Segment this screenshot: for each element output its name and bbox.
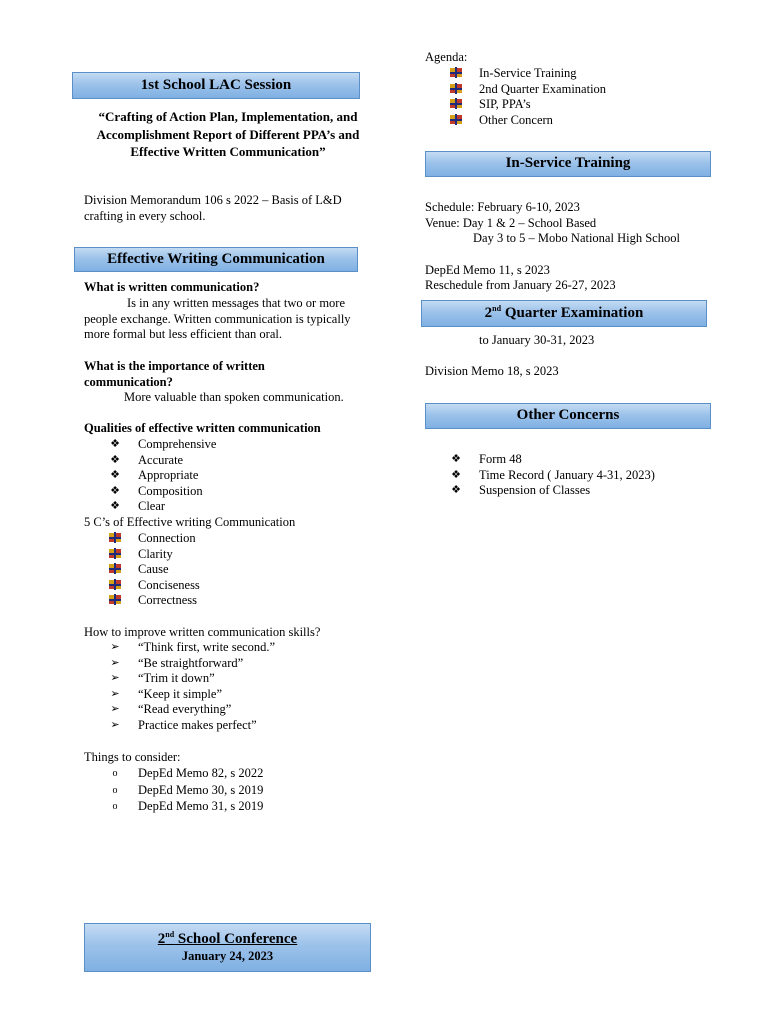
circle-bullet-icon: o xyxy=(112,784,118,796)
list-item: ➢ “Think first, write second.” xyxy=(108,640,328,656)
list-item: In-Service Training xyxy=(449,66,669,82)
concerns-list xyxy=(449,452,709,499)
exam-memo-text: Division Memo 18, s 2023 xyxy=(425,364,559,378)
qualities-heading: Qualities of effective written communication xyxy=(84,421,321,435)
list-item: o DepEd Memo 82, s 2022 xyxy=(108,766,328,783)
flag-bullet-icon xyxy=(449,113,463,129)
flag-bullet-icon xyxy=(449,97,463,113)
consider-list xyxy=(108,766,328,816)
flag-bullet-icon xyxy=(449,66,463,82)
lac-session-banner xyxy=(72,72,360,99)
diamond-bullet-icon: ❖ xyxy=(451,468,461,481)
improve-heading: How to improve written communication skills? xyxy=(84,625,321,639)
list-item: SIP, PPA’s xyxy=(449,97,669,113)
list-item: ❖ Suspension of Classes xyxy=(449,483,709,499)
agenda-list xyxy=(449,66,669,128)
circle-bullet-icon: o xyxy=(112,801,118,812)
lac-session-title: 1st School LAC Session xyxy=(140,76,292,93)
agenda-label: Agenda: xyxy=(425,50,468,64)
list-item: ➢ “Read everything” xyxy=(108,702,328,718)
list-item: Conciseness xyxy=(108,578,308,594)
venue-line-2: Day 3 to 5 – Mobo National High School xyxy=(473,231,680,245)
answer-written-communication: Is in any written messages that two or more people exchange. Written communication is typically more formal but less efficient than oral. xyxy=(84,296,351,342)
diamond-bullet-icon: ❖ xyxy=(110,500,120,513)
arrow-bullet-icon: ➢ xyxy=(110,703,120,716)
diamond-bullet-icon: ❖ xyxy=(451,484,461,497)
flag-bullet-icon xyxy=(108,562,122,578)
reschedule-text: Reschedule from January 26-27, 2023 xyxy=(425,278,616,292)
arrow-bullet-icon: ➢ xyxy=(110,718,120,731)
list-item: Connection xyxy=(108,531,308,547)
list-item: o DepEd Memo 31, s 2019 xyxy=(108,799,328,816)
session-title: “Crafting of Action Plan, Implementation, and Accomplishment Report of Different PPA’s and Effective Written Communication” xyxy=(96,109,360,159)
list-item: ❖ Accurate xyxy=(108,453,308,469)
list-item: ➢ “Trim it down” xyxy=(108,671,328,687)
school-conference-banner xyxy=(84,923,371,972)
other-concerns-banner xyxy=(425,403,711,429)
list-item: ➢ “Keep it simple” xyxy=(108,687,328,703)
diamond-bullet-icon: ❖ xyxy=(451,453,461,465)
quarter-exam-title: 2nd Quarter Examination xyxy=(484,303,644,321)
qualities-list xyxy=(108,437,308,515)
flag-bullet-icon xyxy=(108,578,122,594)
flag-bullet-icon xyxy=(108,547,122,563)
diamond-bullet-icon: ❖ xyxy=(110,453,120,466)
circle-bullet-icon: o xyxy=(112,768,118,779)
list-item: 2nd Quarter Examination xyxy=(449,82,669,98)
list-item: Cause xyxy=(108,562,308,578)
deped-memo-text: DepEd Memo 11, s 2023 xyxy=(425,263,550,277)
diamond-bullet-icon: ❖ xyxy=(110,469,120,482)
list-item: ❖ Form 48 xyxy=(449,452,709,468)
division-memo-text: Division Memorandum 106 s 2022 – Basis of L&D crafting in every school. xyxy=(84,193,342,223)
answer-importance: More valuable than spoken communication. xyxy=(124,390,344,404)
schedule-text: Schedule: February 6-10, 2023 xyxy=(425,200,580,214)
arrow-bullet-icon: ➢ xyxy=(110,641,120,653)
arrow-bullet-icon: ➢ xyxy=(110,672,120,685)
five-cs-list xyxy=(108,531,308,609)
list-item: ➢ Practice makes perfect” xyxy=(108,718,328,734)
consider-heading: Things to consider: xyxy=(84,750,181,764)
diamond-bullet-icon: ❖ xyxy=(110,484,120,497)
school-conference-date: January 24, 2023 xyxy=(181,948,274,963)
quarter-exam-banner xyxy=(421,300,707,327)
list-item: ➢ “Be straightforward” xyxy=(108,656,328,672)
venue-line-1: Venue: Day 1 & 2 – School Based xyxy=(425,216,597,230)
five-cs-heading: 5 C’s of Effective writing Communication xyxy=(84,515,296,529)
list-item: ❖ Composition xyxy=(108,484,308,500)
question-importance: What is the importance of written communication? xyxy=(84,359,265,389)
flag-bullet-icon xyxy=(108,531,122,547)
other-concerns-title: Other Concerns xyxy=(516,407,620,424)
list-item: Other Concern xyxy=(449,113,669,129)
list-item: ❖ Appropriate xyxy=(108,468,308,484)
flag-bullet-icon xyxy=(449,82,463,98)
school-conference-title: 2nd School Conference xyxy=(157,929,298,947)
in-service-training-banner xyxy=(425,151,711,177)
in-service-training-title: In-Service Training xyxy=(505,155,631,172)
arrow-bullet-icon: ➢ xyxy=(110,687,120,700)
diamond-bullet-icon: ❖ xyxy=(110,438,120,450)
list-item: o DepEd Memo 30, s 2019 xyxy=(108,783,328,800)
list-item: Clarity xyxy=(108,547,308,563)
effective-writing-banner xyxy=(74,247,358,272)
effective-writing-title: Effective Writing Communication xyxy=(107,250,325,267)
question-written-communication: What is written communication? xyxy=(84,280,260,294)
flag-bullet-icon xyxy=(108,593,122,609)
list-item: ❖ Comprehensive xyxy=(108,437,308,453)
list-item: Correctness xyxy=(108,593,308,609)
list-item: ❖ Clear xyxy=(108,499,308,515)
arrow-bullet-icon: ➢ xyxy=(110,656,120,669)
improve-list xyxy=(108,640,328,734)
list-item: ❖ Time Record ( January 4-31, 2023) xyxy=(449,468,709,484)
exam-date-text: to January 30-31, 2023 xyxy=(479,333,595,347)
